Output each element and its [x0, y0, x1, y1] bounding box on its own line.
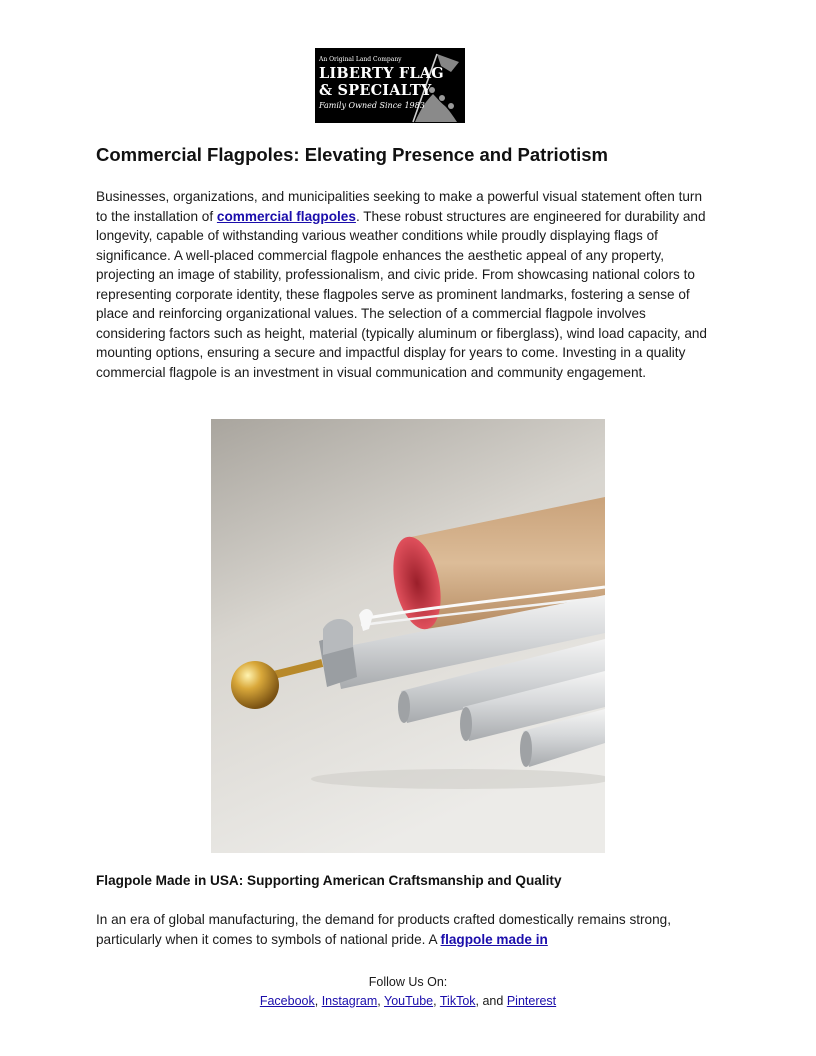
section-subheading: Flagpole Made in USA: Supporting American Craftsmanship and Quality: [96, 873, 562, 888]
logo-tagline: Family Owned Since 1983: [319, 101, 425, 110]
intro-paragraph: [96, 187, 716, 382]
brand-logo: [315, 48, 465, 123]
tiktok-link[interactable]: TikTok: [439, 994, 476, 1008]
intro-text-before: Businesses, organizations, and municipalities seeking to make a powerful visual statement often turn to the installation of: [96, 189, 703, 224]
page-title: Commercial Flagpoles: Elevating Presence and Patriotism: [96, 144, 609, 165]
youtube-link[interactable]: YouTube: [384, 994, 434, 1008]
follow-us-label: Follow Us On:: [368, 975, 448, 989]
usa-paragraph: [96, 910, 716, 949]
logo-line2: & SPECIALTY: [319, 82, 432, 99]
facebook-link[interactable]: Facebook: [259, 994, 315, 1008]
and-text: and: [482, 994, 504, 1008]
commercial-flagpoles-link[interactable]: commercial flagpoles: [216, 208, 356, 224]
intro-text-after: . These robust structures are engineered for durability and longevity, capable of withstanding various weather conditions while proudly displaying flags of significance. A well-placed commercial flagpole enhances the aesthetic appeal of any property, projecting an image of stability, professionalism, and civic pride. From showcasing national colors to representing corporate identity, these flagpoles serve as prominent landmarks, fostering a sense of place and reinforcing organizational values. The selection of a commercial flagpole involves considering factors such as height, material (typically aluminum or fiberglass), wind load capacity, and mounting options, ensuring a secure and impactful display for years to come. Investing in a quality commercial flagpole is an investment in visual communication and community engagement.: [96, 208, 707, 380]
logo-small-text: An Original Land Company: [319, 56, 402, 63]
instagram-link[interactable]: Instagram: [321, 994, 378, 1008]
flagpole-kit-photo: [211, 419, 605, 853]
flagpole-made-in-usa-link[interactable]: flagpole made in: [440, 931, 548, 947]
social-links: Facebook, Instagram, YouTube, TikTok, and Pinterest: [259, 994, 557, 1008]
usa-text-before: In an era of global manufacturing, the demand for products crafted domestically remains strong, particularly when it comes to symbols of national pride. A: [96, 912, 672, 947]
logo-line1: LIBERTY FLAG: [319, 65, 444, 82]
pinterest-link[interactable]: Pinterest: [506, 994, 557, 1008]
page-footer: [0, 973, 816, 1011]
